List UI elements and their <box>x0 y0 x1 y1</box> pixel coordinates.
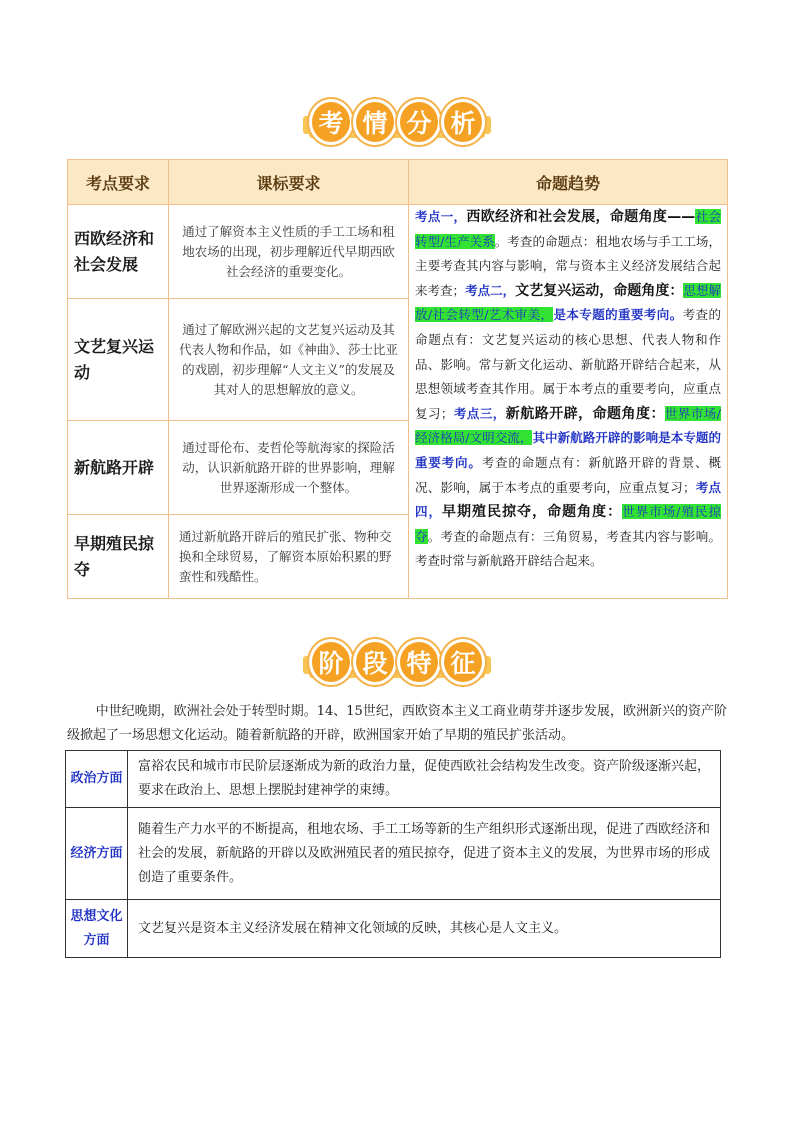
badge-char: 特 <box>397 639 441 685</box>
table-row <box>66 900 721 958</box>
stage-features-table <box>65 750 721 958</box>
title-badge <box>309 634 485 690</box>
exam-point: 文艺复兴运动 <box>68 299 169 421</box>
section-title-analysis <box>0 92 794 152</box>
curriculum-standard: 通过了解资本主义性质的手工工场和租地农场的出现，初步理解近代早期西欧社会经济的重要变化。 <box>169 205 409 299</box>
exam-point: 西欧经济和社会发展 <box>68 205 169 299</box>
badge-char: 阶 <box>309 639 353 685</box>
aspect-label: 经济方面 <box>66 808 128 900</box>
badge-char: 段 <box>353 639 397 685</box>
exam-point: 早期殖民掠夺 <box>68 515 169 599</box>
aspect-label: 政治方面 <box>66 751 128 808</box>
badge-char: 情 <box>353 99 397 145</box>
badge-char: 析 <box>441 99 485 145</box>
exam-analysis-table <box>67 159 728 599</box>
aspect-text: 文艺复兴是资本主义经济发展在精神文化领域的反映，其核心是人文主义。 <box>128 900 721 958</box>
aspect-text: 富裕农民和城市市民阶层逐渐成为新的政治力量，促使西欧社会结构发生改变。资产阶级逐渐兴起，要求在政治上、思想上摆脱封建神学的束缚。 <box>128 751 721 808</box>
aspect-label: 思想文化方面 <box>66 900 128 958</box>
header-exam-point: 考点要求 <box>68 160 169 205</box>
curriculum-standard: 通过了解欧洲兴起的文艺复兴运动及其代表人物和作品，如《神曲》、莎士比亚的戏剧，初步理解“人文主义”的发展及其对人的思想解放的意义。 <box>169 299 409 421</box>
table-row <box>66 808 721 900</box>
aspect-text: 随着生产力水平的不断提高，租地农场、手工工场等新的生产组织形式逐渐出现，促进了西欧经济和社会的发展，新航路的开辟以及欧洲殖民者的殖民掠夺，促进了资本主义的发展，为世界市场的形成创造了重要条件。 <box>128 808 721 900</box>
table-header-row <box>68 160 728 205</box>
curriculum-standard: 通过新航路开辟后的殖民扩张、物种交换和全球贸易，了解资本原始积累的野蛮性和残酷性。 <box>169 515 409 599</box>
badge-char: 考 <box>309 99 353 145</box>
table-row <box>68 205 728 299</box>
title-badge <box>309 94 485 150</box>
header-curriculum: 课标要求 <box>169 160 409 205</box>
curriculum-standard: 通过哥伦布、麦哲伦等航海家的探险活动，认识新航路开辟的世界影响，理解世界逐渐形成一个整体。 <box>169 421 409 515</box>
header-trend: 命题趋势 <box>409 160 728 205</box>
exam-point: 新航路开辟 <box>68 421 169 515</box>
section-title-stage-features <box>0 632 794 692</box>
intro-paragraph: 中世纪晚期，欧洲社会处于转型时期。14、15世纪，西欧资本主义工商业萌芽并逐步发展，欧洲新兴的资产阶级掀起了一场思想文化运动。随着新航路的开辟，欧洲国家开始了早期的殖民扩张活动。 <box>67 704 727 743</box>
badge-char: 分 <box>397 99 441 145</box>
badge-char: 征 <box>441 639 485 685</box>
table-row <box>66 751 721 808</box>
trend-cell: 考点一，西欧经济和社会发展，命题角度——社会转型/生产关系。考查的命题点：租地农场与手工工场，主要考查其内容与影响，常与资本主义经济发展结合起来考查；考点二，文艺复兴运动，命题角度：思想解放/社会转型/艺术审美，是本专题的重要考向。考查的命题点有：文艺复兴运动的核心思想、代表人物和作品、影响。常与新文化运动、新航路开辟结合起来，从思想领域考查其作用。属于本考点的重要考向，应重点复习；考点三，新航路开辟，命题角度：世界市场/经济格局/文明交流，其中新航路开辟的影响是本专题的重要考向。考查的命题点有：新航路开辟的背景、概况、影响，属于本考点的重要考向，应重点复习；考点四，早期殖民掠夺，命题角度：世界市场/殖民掠夺。考查的命题点有：三角贸易，考查其内容与影响。考查时常与新航路开辟结合起来。 <box>409 205 728 599</box>
